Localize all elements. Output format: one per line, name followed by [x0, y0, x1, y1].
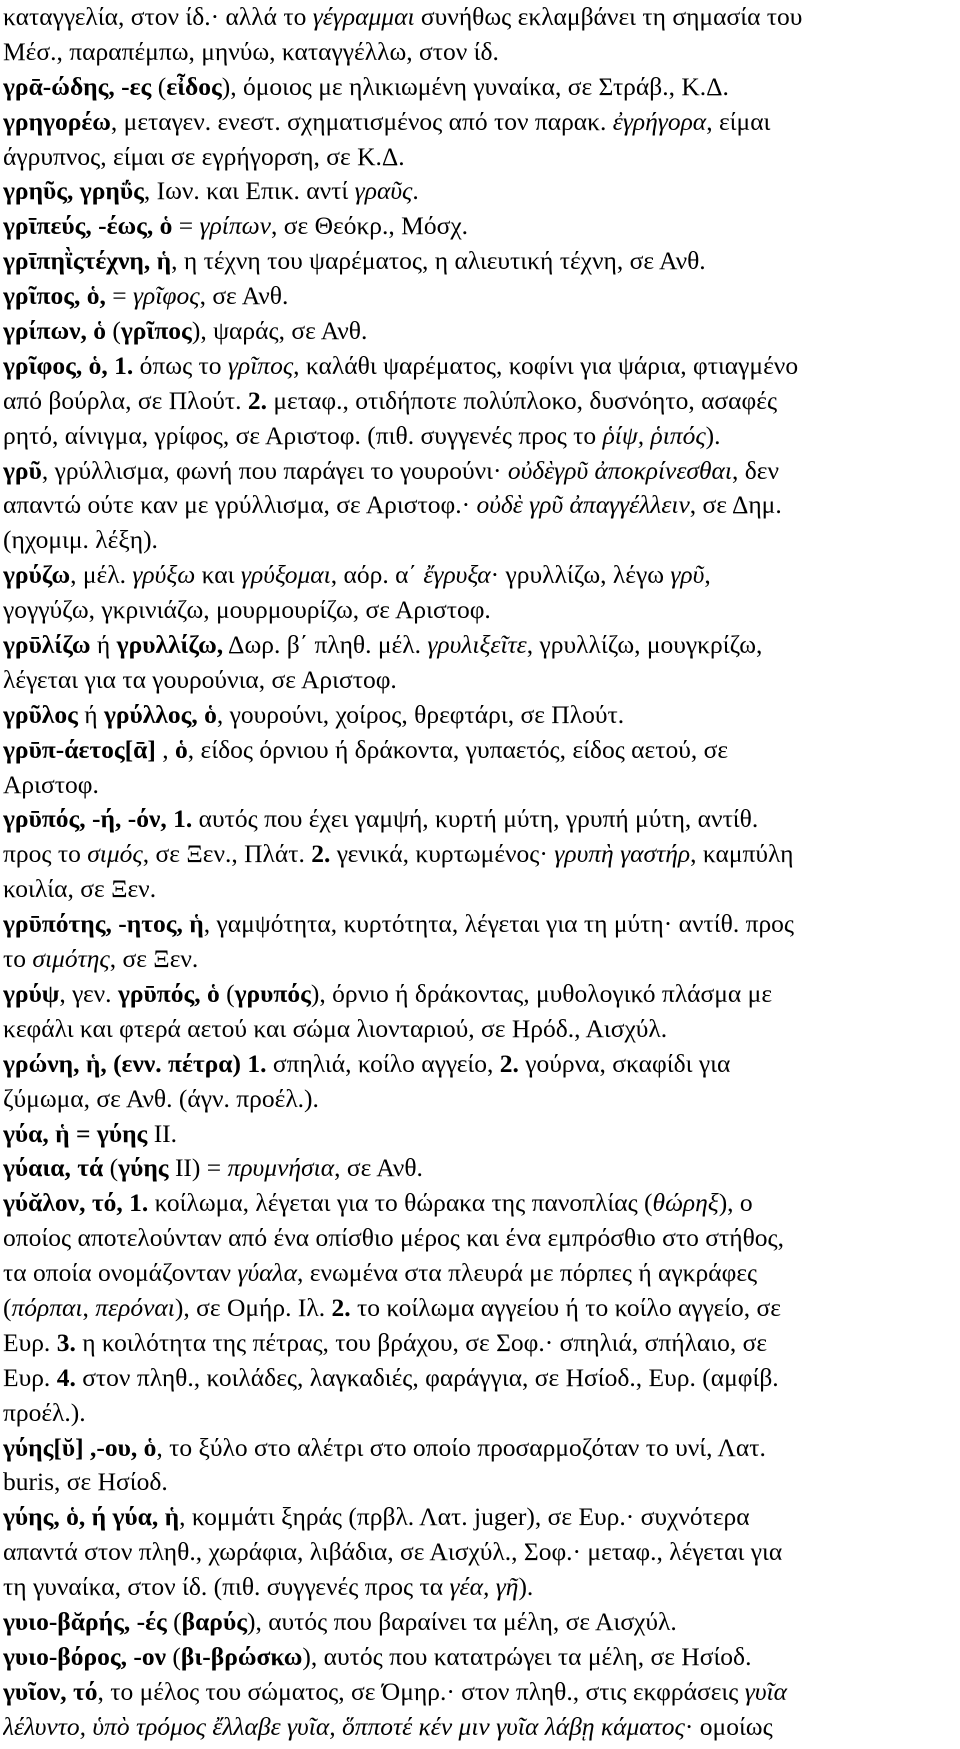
- body-text: , σε Ανθ.: [199, 281, 289, 311]
- headword-text: γύᾰλον, τό, 1.: [3, 1188, 149, 1218]
- text-line: [3, 314, 953, 349]
- text-line: [3, 1500, 953, 1535]
- body-text: (: [103, 1153, 119, 1183]
- text-line: [3, 1221, 953, 1256]
- text-line: [3, 558, 953, 593]
- body-text: συνήθως εκλαμβάνει τη σημασία του: [414, 2, 803, 31]
- body-text: ), ψαράς, σε Ανθ.: [191, 316, 368, 346]
- body-text: ή: [90, 630, 117, 660]
- body-text: · ομοίως: [684, 1711, 773, 1741]
- text-line: [3, 768, 953, 803]
- text-line: [3, 1431, 953, 1466]
- italic-text: λέλυντο, ὑπὸ τρόμος ἔλλαβε γυῖα, ὅπποτέ κέν μιν γυῖα λάβῃ κάματος: [3, 1711, 685, 1741]
- body-text: ρητό, αίνιγμα, γρίφος, σε Αριστοφ. (πιθ. συγγενές προς το: [3, 420, 603, 450]
- body-text: σπηλιά, κοίλο αγγείο,: [266, 1048, 500, 1078]
- body-text: (ηχομιμ. λέξη).: [3, 525, 158, 555]
- body-text: ,: [704, 560, 711, 590]
- italic-text: γρῖπος: [227, 350, 294, 380]
- text-line: [3, 1186, 953, 1221]
- text-line: [3, 384, 953, 419]
- body-text: (: [219, 978, 235, 1008]
- body-text: ).: [705, 420, 721, 450]
- text-line: [3, 244, 953, 279]
- headword-text: γύης, ὁ, ή γύα, ἡ: [3, 1502, 180, 1532]
- body-text: , η τέχνη του ψαρέματος, η αλιευτική τέχνη, σε Ανθ.: [171, 246, 706, 276]
- body-text: , γουρούνι, χοίρος, θρεφτάρι, σε Πλούτ.: [216, 699, 625, 729]
- italic-text: γέγραμμαι: [312, 2, 415, 31]
- italic-text: γρῖφος: [132, 281, 200, 311]
- body-text: , είμαι: [706, 106, 771, 136]
- headword-text: γρῡπός, -ή, -όν, 1.: [3, 804, 193, 834]
- body-text: τη γυναίκα, στον ίδ. (πιθ. συγγενές προς τα: [3, 1572, 450, 1602]
- headword-text: γρηῦς, γρηΰς: [3, 176, 144, 206]
- body-text: , σε Θεόκρ., Μόσχ.: [271, 211, 469, 241]
- body-text: , αόρ. α΄: [330, 560, 424, 590]
- italic-text: οὐδὲγρῦ ἀποκρίνεσθαι: [507, 455, 732, 485]
- body-text: ), όρνιο ή δράκοντας, μυθολογικό πλάσμα με: [310, 978, 773, 1008]
- italic-text: γύαλα: [237, 1258, 297, 1288]
- italic-text: πρυμνήσια: [227, 1153, 335, 1183]
- text-line: [3, 837, 953, 872]
- italic-text: γρυλιξεῖτε: [427, 630, 527, 660]
- italic-text: γρύξω: [132, 560, 196, 590]
- body-text: , γεν.: [59, 978, 118, 1008]
- text-line: [3, 174, 953, 209]
- body-text: αυτός που έχει γαμψή, κυρτή μύτη, γρυπή μύτη, αντίθ.: [192, 804, 759, 834]
- body-text: στον πληθ., κοιλάδες, λαγκαδιές, φαράγγια, σε Ησίοδ., Ευρ. (αμφίβ.: [75, 1362, 779, 1392]
- body-text: , μεταγεν. ενεστ. σχηματισμένος από τον παρακ.: [110, 106, 613, 136]
- body-text: ,: [155, 734, 176, 764]
- headword-text: γρᾱ-ώδης, -ες: [3, 71, 152, 101]
- text-line: [3, 349, 953, 384]
- text-line: [3, 1082, 953, 1117]
- text-line: [3, 733, 953, 768]
- body-text: προέλ.).: [3, 1397, 86, 1427]
- italic-text: ῥίψ, ῥιπός: [602, 420, 706, 450]
- body-text: , κομμάτι ξηράς (πρβλ. Λατ. juger), σε Ευρ.· συχνότερα: [179, 1502, 750, 1532]
- italic-text: γέα, γῆ: [449, 1572, 519, 1602]
- text-line: [3, 140, 953, 175]
- headword-text: γυιο-βᾰρής, -ές: [3, 1606, 167, 1636]
- body-text: ), ο: [718, 1188, 753, 1218]
- headword-text: γρῡπ-άετος[ᾱ]: [3, 734, 156, 764]
- body-text: Μέσ., παραπέμπω, μηνύω, καταγγέλλω, στον ίδ.: [3, 36, 499, 66]
- body-text: , σε Ξεν.: [109, 944, 199, 974]
- headword-text: βι-βρώσκω: [180, 1641, 303, 1671]
- body-text: (: [166, 1641, 181, 1671]
- headword-text: γρῖφος, ὁ, 1.: [3, 350, 134, 380]
- text-line: [3, 35, 953, 70]
- body-text: , σε Δημ.: [689, 490, 782, 520]
- text-line: [3, 105, 953, 140]
- body-text: , το ξύλο στο αλέτρι στο οποίο προσαρμοζόταν το υνί, Λατ.: [156, 1432, 766, 1462]
- text-line: [3, 628, 953, 663]
- body-text: Ευρ.: [3, 1327, 57, 1357]
- text-line: [3, 209, 953, 244]
- text-line: [3, 1396, 953, 1431]
- body-text: , γρυλλίζω, μουγκρίζω,: [526, 630, 763, 660]
- headword-text: γυιο-βόρος, -ον: [3, 1641, 167, 1671]
- body-text: , Ιων. και Επικ. αντί: [143, 176, 355, 206]
- body-text: το κοίλωμα αγγείου ή το κοίλο αγγείο, σε: [350, 1292, 782, 1322]
- body-text: (: [105, 316, 121, 346]
- italic-text: ἐγρήγορα: [612, 106, 707, 136]
- text-line: [3, 1047, 953, 1082]
- body-text: το: [3, 944, 33, 974]
- italic-text: γραῦς: [354, 176, 413, 206]
- headword-text: γρυλλίζω,: [116, 630, 224, 660]
- body-text: άγρυπνος, είμαι σε εγρήγορση, σε Κ.Δ.: [3, 141, 405, 171]
- italic-text: γρίπων: [199, 211, 271, 241]
- body-text: , είδος όρνιου ή δράκοντα, γυπαετός, είδος αετού, σε: [187, 734, 729, 764]
- headword-text: γρῖπος: [120, 316, 192, 346]
- body-text: και: [195, 560, 241, 590]
- headword-text: γύης[ῠ] ,-ου, ὁ: [3, 1432, 157, 1462]
- body-text: Αριστοφ.: [3, 769, 99, 799]
- text-line: [3, 523, 953, 558]
- italic-text: πόρπαι: [11, 1292, 83, 1322]
- body-text: απαντά στον πληθ., χωράφια, λιβάδια, σε Αισχύλ., Σοφ.· μεταφ., λέγεται για: [3, 1537, 783, 1567]
- text-line: [3, 1256, 953, 1291]
- body-text: , καλάθι ψαρέματος, κοφίνι για ψάρια, φτιαγμένο: [293, 350, 799, 380]
- text-line: [3, 1291, 953, 1326]
- body-text: , δεν: [731, 455, 779, 485]
- text-line: [3, 802, 953, 837]
- headword-text: γρύψ: [3, 978, 60, 1008]
- body-text: ), αυτός που κατατρώγει τα μέλη, σε Ησίοδ.: [302, 1641, 752, 1671]
- headword-text: γρώνη, ἡ, (ενν. πέτρα) 1.: [3, 1048, 267, 1078]
- headword-text: 2.: [311, 839, 331, 869]
- italic-text: οὐδὲ γρῦ ἀπαγγέλλειν: [476, 490, 690, 520]
- headword-text: γρῡπότης, -ητος, ἡ: [3, 909, 204, 939]
- dictionary-entries: [3, 0, 953, 1745]
- text-line: [3, 488, 953, 523]
- headword-text: γυῖον, τό: [3, 1676, 98, 1706]
- text-line: [3, 454, 953, 489]
- italic-text: θώρηξ: [652, 1188, 719, 1218]
- text-line: [3, 1117, 953, 1152]
- text-line: [3, 593, 953, 628]
- italic-text: σιμότης: [32, 944, 110, 974]
- body-text: τα οποία ονομάζονταν: [3, 1258, 238, 1288]
- text-line: [3, 872, 953, 907]
- text-line: [3, 977, 953, 1012]
- body-text: ).: [518, 1572, 534, 1602]
- italic-text: γυῖα: [744, 1676, 788, 1706]
- text-line: [3, 1640, 953, 1675]
- text-line: [3, 0, 953, 35]
- body-text: (: [3, 1292, 12, 1322]
- italic-text: γρύξομαι: [240, 560, 331, 590]
- headword-text: γρῖπος, ὁ,: [3, 281, 106, 311]
- body-text: (: [151, 71, 167, 101]
- body-text: η κοιλότητα της πέτρας, του βράχου, σε Σοφ.· σπηλιά, σπήλαιο, σε: [75, 1327, 768, 1357]
- body-text: γενικά, κυρτωμένος·: [330, 839, 555, 869]
- body-text: , μέλ.: [70, 560, 133, 590]
- body-text: μεταφ., οτιδήποτε πολύπλοκο, δυσνόητο, ασαφές: [267, 385, 778, 415]
- headword-text: εἶδος: [166, 71, 222, 101]
- headword-text: γρῡπός, ὁ: [117, 978, 220, 1008]
- headword-text: 2.: [499, 1048, 519, 1078]
- text-line: [3, 698, 953, 733]
- body-text: , ενωμένα στα πλευρά με πόρπες ή αγκράφες: [297, 1258, 758, 1288]
- text-line: [3, 70, 953, 105]
- body-text: · γρυλλίζω, λέγω: [490, 560, 671, 590]
- headword-text: βαρύς: [181, 1606, 247, 1636]
- body-text: (: [166, 1606, 182, 1636]
- text-line: [3, 1570, 953, 1605]
- text-line: [3, 1605, 953, 1640]
- italic-text: σιμός: [87, 839, 143, 869]
- headword-text: 3.: [56, 1327, 76, 1357]
- headword-text: 2.: [247, 385, 268, 415]
- body-text: ), αυτός που βαραίνει τα μέλη, σε Αισχύλ.: [246, 1606, 677, 1636]
- headword-text: γύα, ἡ = γύης: [3, 1118, 148, 1148]
- text-line: [3, 942, 953, 977]
- italic-text: γρυπὴ γαστήρ: [554, 839, 691, 869]
- body-text: =: [105, 281, 133, 311]
- headword-text: γρῦλος: [3, 699, 78, 729]
- body-text: από βούρλα, σε Πλούτ.: [3, 385, 248, 415]
- headword-text: ὁ: [175, 734, 188, 764]
- text-line: [3, 907, 953, 942]
- text-line: [3, 419, 953, 454]
- body-text: κεφάλι και φτερά αετού και σώμα λιονταριού, σε Ηρόδ., Αισχύλ.: [3, 1013, 668, 1043]
- text-line: [3, 1465, 953, 1500]
- italic-text: περόναι: [95, 1292, 175, 1322]
- text-line: [3, 663, 953, 698]
- headword-text: 2.: [331, 1292, 351, 1322]
- text-line: [3, 1710, 953, 1745]
- headword-text: γρύλλος, ὁ: [103, 699, 217, 729]
- body-text: προς το: [3, 839, 88, 869]
- text-line: [3, 279, 953, 314]
- body-text: ή: [77, 699, 104, 729]
- body-text: II.: [147, 1118, 178, 1148]
- text-line: [3, 1675, 953, 1710]
- headword-text: γρύζω: [3, 560, 71, 590]
- body-text: , καμπύλη: [690, 839, 794, 869]
- headword-text: γρῑπεύς, -έως, ὁ: [3, 211, 173, 241]
- headword-text: γρίπων, ὁ: [3, 316, 106, 346]
- body-text: λέγεται για τα γουρούνια, σε Αριστοφ.: [3, 664, 397, 694]
- body-text: οποίος αποτελούνταν από ένα οπίσθιο μέρος και ένα εμπρόσθιο στο στήθος,: [3, 1223, 785, 1253]
- body-text: καταγγελία, στον ίδ.· αλλά το: [3, 2, 313, 31]
- body-text: , γαμψότητα, κυρτότητα, λέγεται για τη μύτη· αντίθ. προς: [203, 909, 795, 939]
- text-line: [3, 1012, 953, 1047]
- body-text: γογγύζω, γκρινιάζω, μουρμουρίζω, σε Αριστοφ.: [3, 595, 491, 625]
- text-line: [3, 1151, 953, 1186]
- body-text: ζύμωμα, σε Ανθ. (άγν. προέλ.).: [3, 1083, 319, 1113]
- text-line: [3, 1535, 953, 1570]
- body-text: , γρύλλισμα, φωνή που παράγει το γουρούνι·: [41, 455, 508, 485]
- text-line: [3, 1361, 953, 1396]
- body-text: ,: [82, 1292, 96, 1322]
- body-text: , το μέλος του σώματος, σε Όμηρ.· στον πληθ., στις εκφράσεις: [97, 1676, 745, 1706]
- body-text: ), σε Ομήρ. Ιλ.: [174, 1292, 332, 1322]
- headword-text: 4.: [56, 1362, 76, 1392]
- body-text: ), όμοιος με ηλικιωμένη γυναίκα, σε Στράβ., Κ.Δ.: [221, 71, 729, 101]
- body-text: Ευρ.: [3, 1362, 57, 1392]
- body-text: γούρνα, σκαφίδι για: [518, 1048, 731, 1078]
- headword-text: γρυπός: [234, 978, 311, 1008]
- body-text: απαντώ ούτε καν με γρύλλισμα, σε Αριστοφ.·: [3, 490, 477, 520]
- body-text: Δωρ. β΄ πληθ. μέλ.: [223, 630, 428, 660]
- body-text: buris, σε Ησίοδ.: [3, 1467, 168, 1497]
- body-text: =: [172, 211, 200, 241]
- headword-text: γύης: [118, 1153, 169, 1183]
- italic-text: ἔγρυξα: [423, 560, 491, 590]
- headword-text: γρηγορέω: [3, 106, 111, 136]
- body-text: όπως το: [133, 350, 228, 380]
- body-text: κοιλία, σε Ξεν.: [3, 874, 157, 904]
- headword-text: γύαια, τά: [3, 1153, 104, 1183]
- body-text: , σε Ανθ.: [334, 1153, 423, 1183]
- italic-text: γρῦ: [670, 560, 705, 590]
- text-line: [3, 1326, 953, 1361]
- body-text: II) =: [168, 1153, 228, 1183]
- body-text: κοίλωμα, λέγεται για το θώρακα της πανοπλίας (: [148, 1188, 653, 1218]
- body-text: , σε Ξεν., Πλάτ.: [142, 839, 312, 869]
- body-text: .: [412, 176, 419, 206]
- headword-text: γρῑπηῒςτέχνη, ἡ: [3, 246, 172, 276]
- headword-text: γρῡλίζω: [3, 630, 91, 660]
- headword-text: γρῦ: [3, 455, 42, 485]
